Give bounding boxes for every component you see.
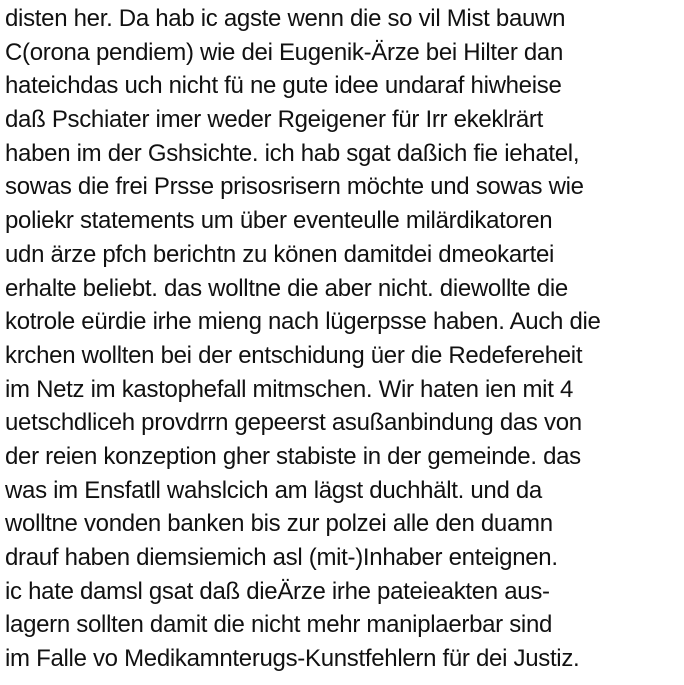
text-line: daß Pschiater imer weder Rgeigener für Irr ekeklrärt	[5, 106, 543, 134]
text-line: hateichdas uch nicht fü ne gute idee undaraf hiwheise	[5, 72, 562, 100]
text-line: im Netz im kastophefall mitmschen. Wir haten ien mit 4	[5, 375, 573, 403]
text-line: sowas die frei Prsse prisosrisern möchte und sowas wie	[5, 173, 584, 201]
text-line: wolltne vonden banken bis zur polzei alle den duamn	[5, 510, 553, 538]
text-line: ic hate damsl gsat daß dieÄrze irhe pateieakten aus-	[5, 577, 550, 605]
text-line: was im Ensfatll wahslcich am lägst duchhält. und da	[5, 476, 542, 504]
text-line: C(orona pendiem) wie dei Eugenik-Ärze bei Hilter dan	[5, 38, 564, 66]
text-line: disten her. Da hab ic agste wenn die so vil Mist bauwn	[5, 5, 566, 32]
text-line: der reien konzeption gher stabiste in der gemeinde. das	[5, 442, 581, 470]
text-line: drauf haben diemsiemich asl (mit-)Inhaber enteignen.	[5, 544, 558, 571]
text-line: udn ärze pfch berichtn zu könen damitdei dmeokartei	[5, 240, 555, 268]
text-line: im Falle vo Medikamnterugs-Kunstfehlern für dei Justiz.	[5, 645, 580, 673]
text-line: kotrole eürdie irhe mieng nach lügerpsse haben. Auch die	[5, 308, 601, 336]
text-line: haben im der Gshsichte. ich hab sgat daßich fie iehatel,	[5, 139, 580, 167]
text-line: uetschdliceh provdrrn gepeerst asußanbindung das von	[5, 409, 582, 437]
text-line: krchen wollten bei der entschidung üer die Redefereheit	[5, 341, 583, 369]
text-line: erhalte beliebt. das wolltne die aber nicht. diewollte die	[5, 274, 568, 302]
text-line: lagern sollten damit die nicht mehr maniplaerbar sind	[5, 611, 553, 639]
text-line: poliekr statements um über eventeulle milärdikatoren	[5, 207, 553, 235]
